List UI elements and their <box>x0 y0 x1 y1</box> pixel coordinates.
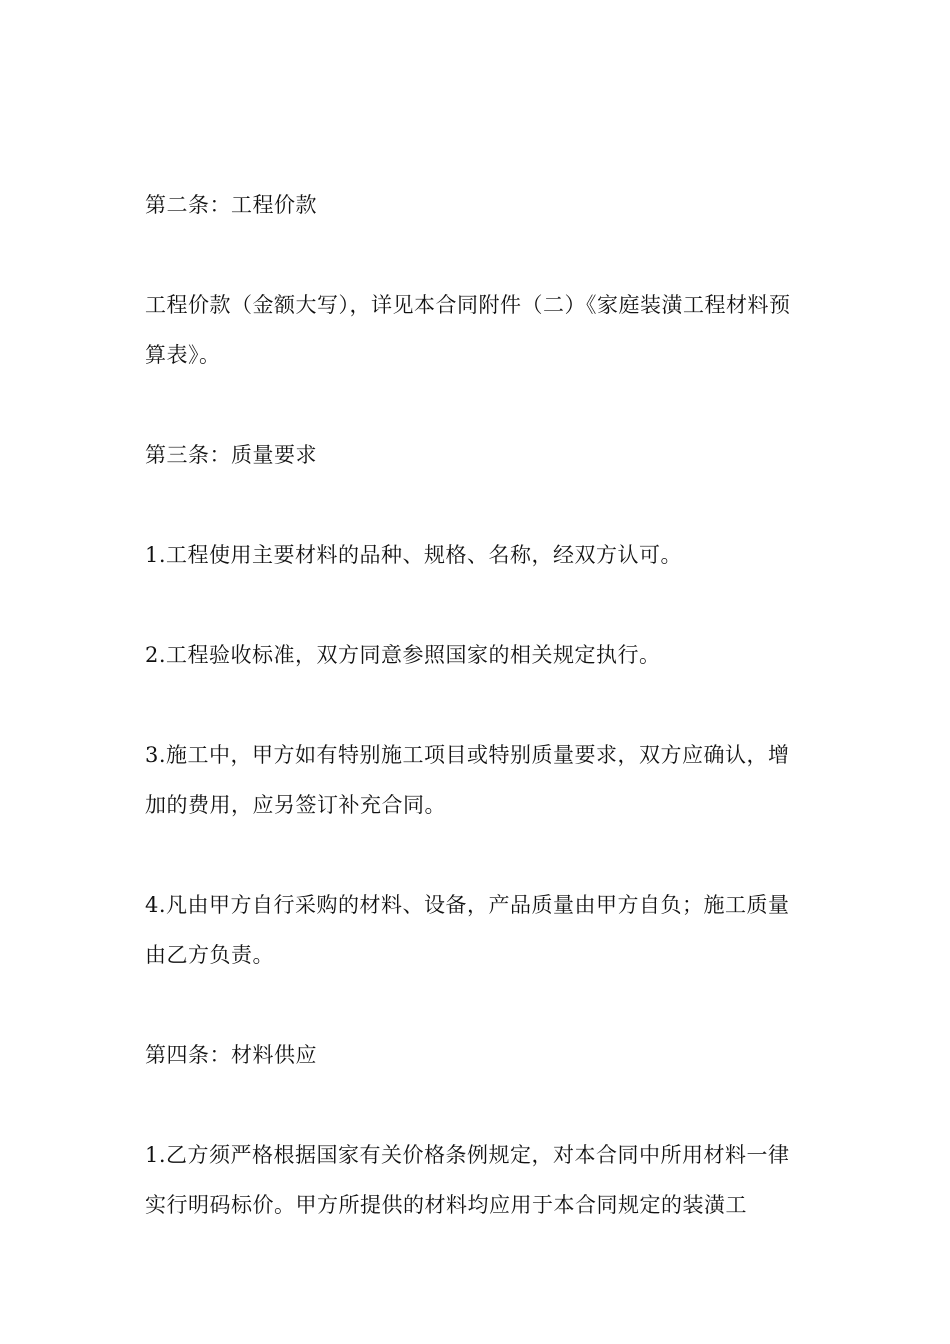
article-3-heading: 第三条：质量要求 <box>145 443 317 467</box>
article-2-heading: 第二条：工程价款 <box>145 193 317 217</box>
article-4-item-1: 1.乙方须严格根据国家有关价格条例规定，对本合同中所用材料一律实行明码标价。甲方所提供的材料均应用于本合同规定的装潢工 <box>145 1143 790 1217</box>
article-3-item-2: 2.工程验收标准，双方同意参照国家的相关规定执行。 <box>145 643 661 667</box>
article-3-item-1: 1.工程使用主要材料的品种、规格、名称，经双方认可。 <box>145 543 683 567</box>
article-3-item-4: 4.凡由甲方自行采购的材料、设备，产品质量由甲方自负；施工质量由乙方负责。 <box>145 893 790 967</box>
article-2-paragraph: 工程价款（金额大写），详见本合同附件（二）《家庭装潢工程材料预算表》。 <box>145 293 791 367</box>
article-4-heading: 第四条：材料供应 <box>145 1043 317 1067</box>
document-body <box>145 180 810 1230</box>
article-3-item-3: 3.施工中，甲方如有特别施工项目或特别质量要求，双方应确认，增加的费用，应另签订补充合同。 <box>145 743 790 817</box>
